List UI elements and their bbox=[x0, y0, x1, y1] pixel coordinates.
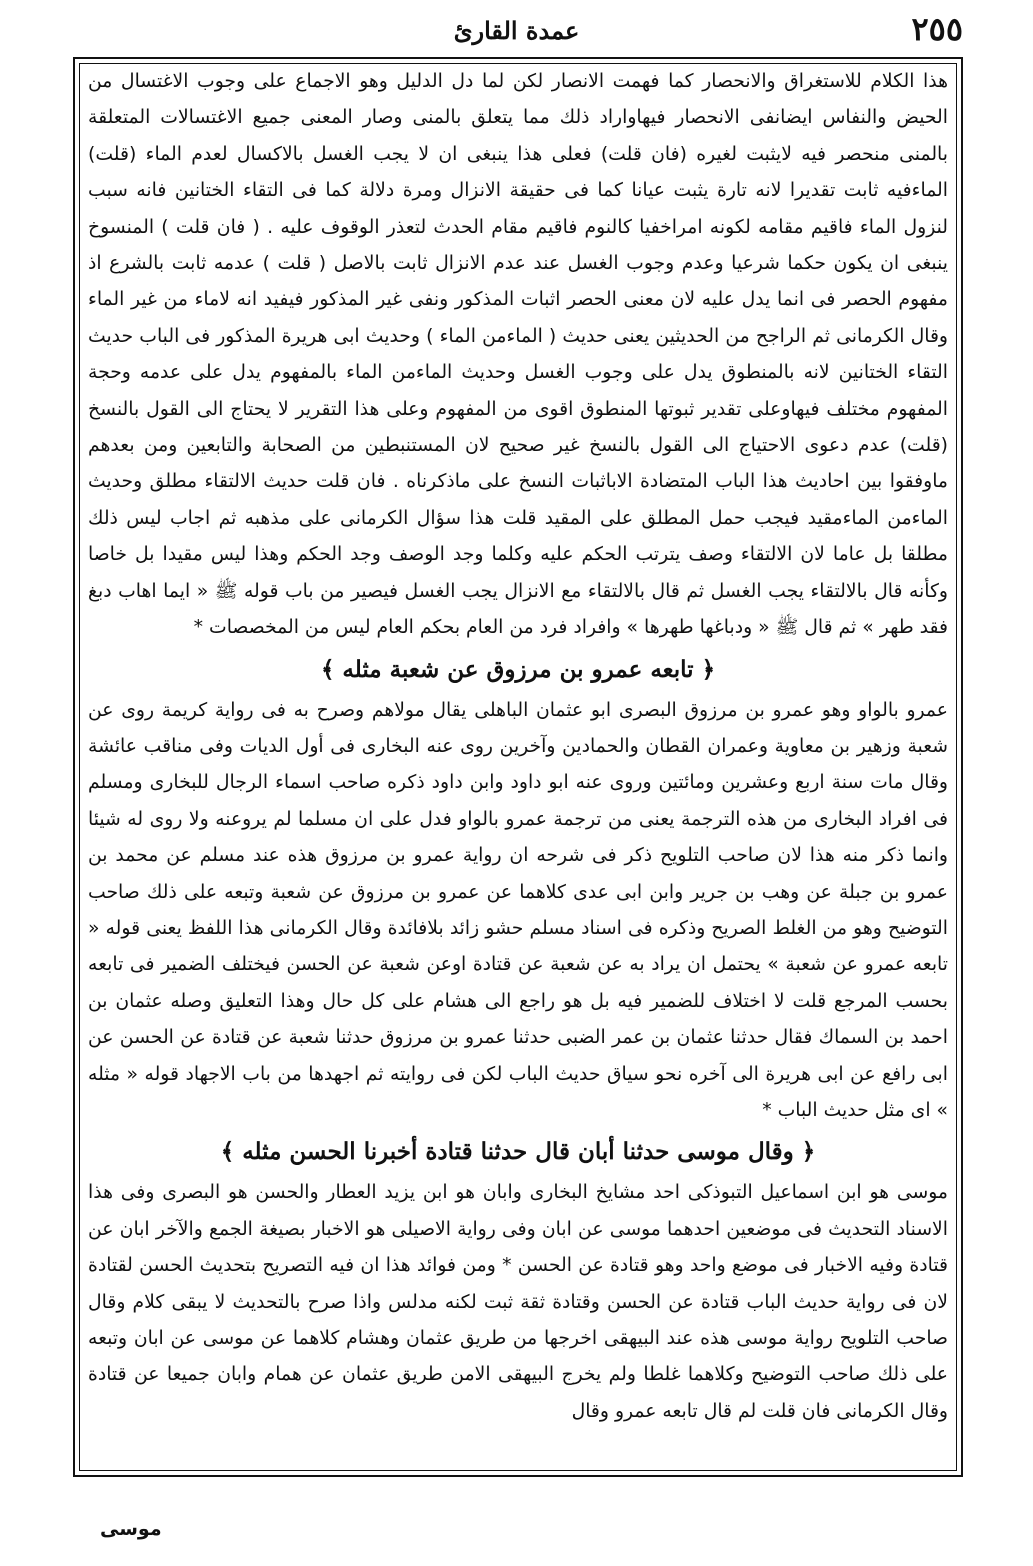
catchword: موسى bbox=[100, 1518, 162, 1540]
paragraph-commentary-1: هذا الكلام للاستغراق والانحصار كما فهمت الانصار لكن لما دل الدليل وهو الاجماع على وجوب الاغتسال من الحيض والنفاس ايضانفى الانحصار فيهاواراد ذلك مما يتعلق بالمنى وصار المعنى جميع الاغتسالات المتعلقة بالمنى منحصر فيه لايثبت لغيره (فان قلت) فعلى هذا ينبغى ان لا يجب الغسل بالاكسال لعدم الماء (قلت) الماءفيه ثابت تقديرا لانه تارة يثبت عيانا كما فى حقيقة الانزال ومرة دلالة كما فى التقاء الختانين فانه سبب لنزول الماء فاقيم مقامه لكونه امراخفيا كالنوم فاقيم مقام الحدث لتعذر الوقوف عليه . ( فان قلت ) المنسوخ ينبغى ان يكون حكما شرعيا وعدم وجوب الغسل عند عدم الانزال ثابت بالاصل ( قلت ) عدمه ثابت بالشرع اذ مفهوم الحصر فى انما يدل عليه لان معنى الحصر اثبات المذكور ونفى غير المذكور فيفيد انه لاماء من غير الماء وقال الكرمانى ثم الراجح من الحديثين يعنى حديث ( الماءمن الماء ) وحديث ابى هريرة المذكور فى الباب حديث التقاء الختانين لانه بالمنطوق يدل على وجوب الغسل وحديث الماءمن الماء بالمفهوم يدل على عدمه وحجة المفهوم مختلف فيهاوعلى تقدير ثبوتها المنطوق اقوى من المفهوم وعلى هذا التقرير لا يحتاج الى القول بالنسخ (قلت) عدم دعوى الاحتياج الى القول بالنسخ غير صحيح لان المستنبطين من الصحابة والتابعين ومن بعدهم ماوفقوا بين احاديث هذا الباب المتضادة الاباثبات النسخ على ماذكرناه . فان قلت حديث الالتقاء مطلق وحديث الماءمن الماءمقيد فيجب حمل المطلق على المقيد قلت هذا سؤال الكرمانى على مذهبه ثم اجاب ليس ذلك مطلقا بل عاما لان الالتقاء وصف يترتب الحكم عليه وكلما وجد الوصف وجد الحكم وهذا ليس مقيدا بل خاصا وكأنه قال بالالتقاء يجب الغسل ثم قال بالالتقاء مع الانزال يجب الغسل فيصير من باب قوله ﷺ « ايما اهاب دبغ فقد طهر » ثم قال ﷺ « ودباغها طهرها » وافراد فرد من العام بحكم العام ليس من المخصصات * bbox=[88, 71, 948, 639]
paragraph-commentary-3: موسى هو ابن اسماعيل التبوذكى احد مشايخ البخارى وابان هو ابن يزيد العطار والحسن هو البصرى وفى هذا الاسناد التحديث فى موضعين احدهما موسى عن ابان وفى رواية الاصيلى هو الاخبار بصيغة الجمع والآخر ابان عن قتادة وفيه الاخبار فى موضع واحد وهو قتادة عن الحسن * ومن فوائد هذا ان فيه التصريح بتحديث الحسن لقتادة لان فى رواية حديث الباب قتادة عن الحسن وقتادة ثقة ثبت لكنه مدلس واذا صرح بالتحديث لا يبقى كلام وقال صاحب التلويح رواية موسى هذه عند البيهقى اخرجها من طريق عثمان وهشام كلاهما عن موسى عن ابان وتبعه على ذلك صاحب التوضيح وكلاهما غلطا ولم يخرج البيهقى الامن طريق عثمان عن همام وابان جميعا عن قتادة وقال الكرمانى فان قلت لم قال تابعه عمرو وقال bbox=[88, 1182, 948, 1422]
section-heading-1: ﴿ تابعه عمرو بن مرزوق عن شعبة مثله ﴾ bbox=[320, 655, 716, 683]
page-header bbox=[70, 12, 963, 52]
page-number: ٢٥٥ bbox=[911, 10, 963, 48]
paragraph-commentary-2: عمرو بالواو وهو عمرو بن مرزوق البصرى ابو عثمان الباهلى يقال مولاهم وصرح به فى رواية كريمة روى عن شعبة وزهير بن معاوية وعمران القطان والحمادين وآخرين روى عنه البخارى فى أول الديات وفى مناقب عائشة وقال مات سنة اربع وعشرين ومائتين وروى عنه ابو داود وابن داود ذكره صاحب اسماء الرجال للبخارى ومسلم فى افراد البخارى من هذه الترجمة يعنى من ترجمة عمرو بالواو فدل على ان مسلما لم يروعنه ولا روى له شيئا وانما ذكر منه هذا لان صاحب التلويح ذكر فى شرحه ان رواية عمرو بن مرزوق هذه عند مسلم عن محمد بن عمرو بن جبلة عن وهب بن جرير وابن ابى عدى كلاهما عن عمرو بن مرزوق عن شعبة وتبعه على ذلك صاحب التوضيح وهو من الغلط الصريح وذكره فى اسناد مسلم حشو زائد بلافائدة وقال الكرمانى هذا اللفظ يعنى قوله « تابعه عمرو عن شعبة » يحتمل ان يراد به عن شعبة عن قتادة اوعن شعبة عن الحسن فيختلف الضمير فى تابعه بحسب المرجع قلت لا اختلاف للضمير فيه بل هو راجع الى هشام على كل حال وهذا التعليق وصله عثمان بن احمد بن السماك فقال حدثنا عثمان بن عمر الضبى حدثنا عمرو بن مرزوق حدثنا شعبة عن قتادة عن الحسن عن ابى رافع عن ابى هريرة الى آخره نحو سياق حديث الباب لكن فى روايته ثم اجهدها من باب الاجهاد قوله « مثله » اى مثل حديث الباب * bbox=[88, 699, 948, 1121]
running-title: عمدة القارئ bbox=[453, 16, 580, 45]
main-text bbox=[88, 64, 948, 1464]
section-heading-2: ﴿ وقال موسى حدثنا أبان قال حدثنا قتادة أخبرنا الحسن مثله ﴾ bbox=[220, 1138, 816, 1166]
